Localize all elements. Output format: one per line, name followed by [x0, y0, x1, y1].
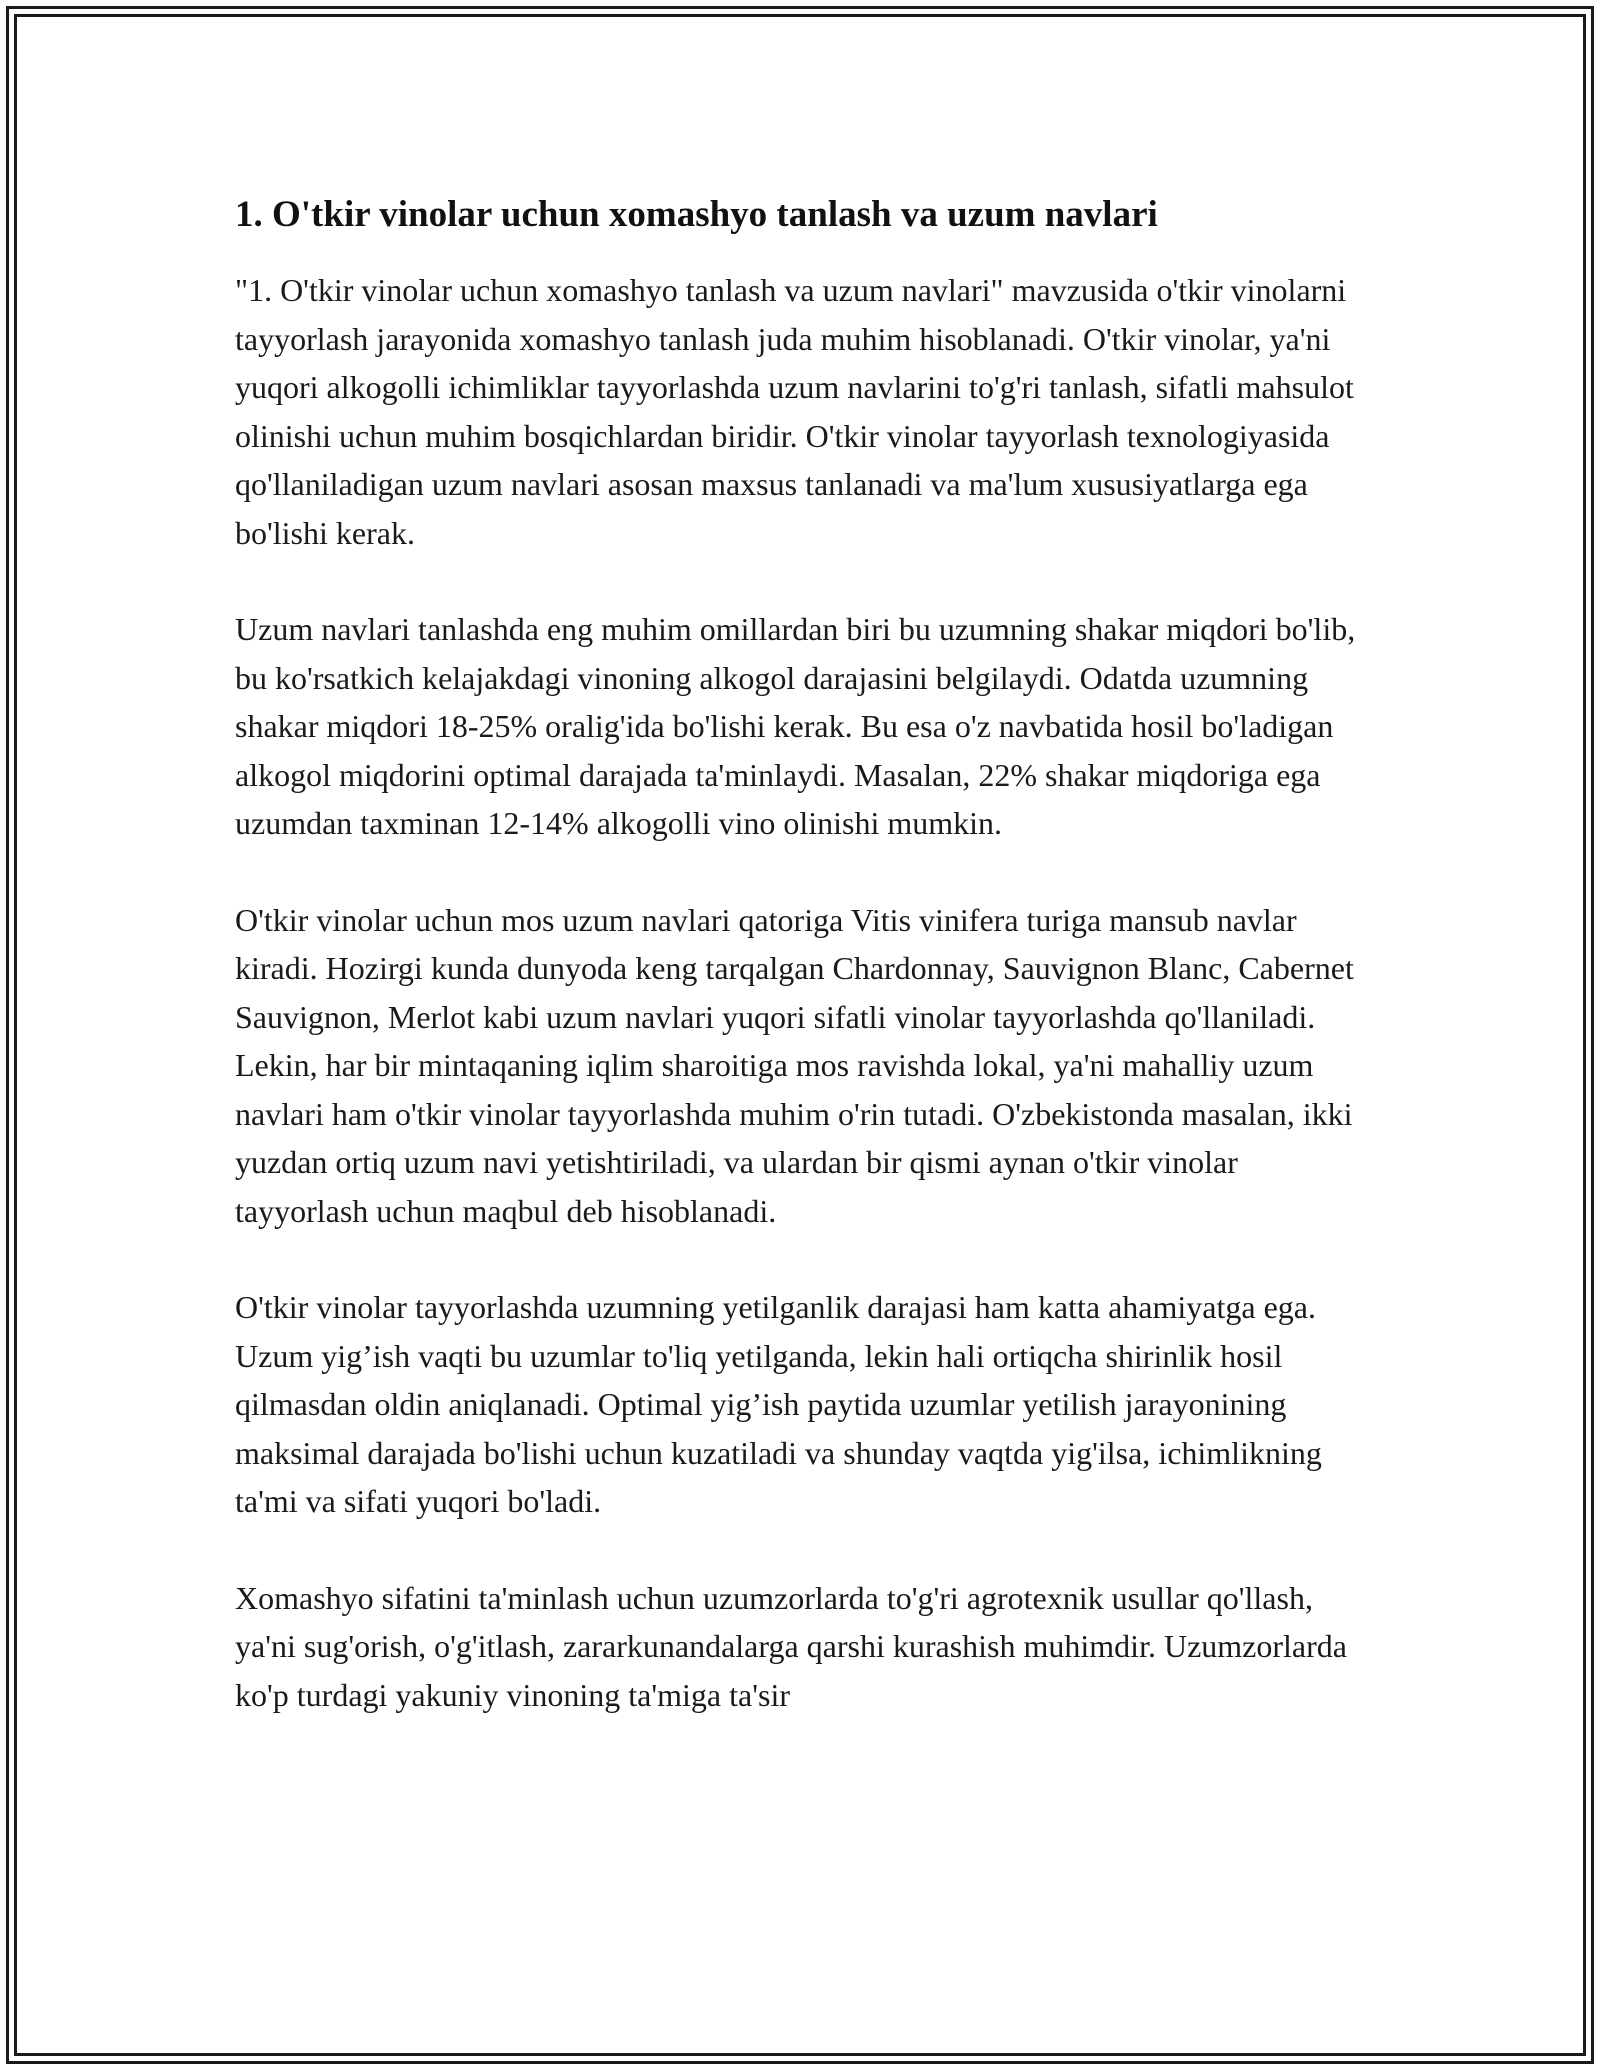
paragraph-1: "1. O'tkir vinolar uchun xomashyo tanlash va uzum navlari" mavzusida o'tkir vinolarni tayyorlash jarayonida xomashyo tanlash juda muhim hisoblanadi. O'tkir vinolar, ya'ni yuqori alkogolli ichimliklar tayyorlashda uzum navlarini to'g'ri tanlash, sifatli mahsulot olinishi uchun muhim bosqichlardan biridir. O'tkir vinolar tayyorlash texnologiyasida qo'llaniladigan uzum navlari asosan maxsus tanlanadi va ma'lum xususiyatlarga ega bo'lishi kerak. [235, 272, 1354, 551]
section-heading: 1. O'tkir vinolar uchun xomashyo tanlash va uzum navlari [235, 194, 1158, 235]
paragraph-5: Xomashyo sifatini ta'minlash uchun uzumzorlarda to'g'ri agrotexnik usullar qo'llash, ya'ni sug'orish, o'g'itlash, zararkunandalarga qarshi kurashish muhimdir. Uzumzorlarda ko'p turdagi yakuniy vinoning ta'miga ta'sir [235, 1579, 1347, 1713]
paragraph-4: O'tkir vinolar tayyorlashda uzumning yetilganlik darajasi ham katta ahamiyatga ega. Uzum yig’ish vaqti bu uzumlar to'liq yetilganda, lekin hali ortiqcha shirinlik hosil qilmasdan oldin aniqlanadi. Optimal yig’ish paytida uzumlar yetilish jarayonining maksimal darajada bo'lishi uchun kuzatiladi va shunday vaqtda yig'ilsa, ichimlikning ta'mi va sifati yuqori bo'ladi. [235, 1289, 1322, 1519]
body-text [235, 266, 1375, 1719]
paragraph-3: O'tkir vinolar uchun mos uzum navlari qatoriga Vitis vinifera turiga mansub navlar kiradi. Hozirgi kunda dunyoda keng tarqalgan Chardonnay, Sauvignon Blanc, Cabernet Sauvignon, Merlot kabi uzum navlari yuqori sifatli vinolar tayyorlashda qo'llaniladi. Lekin, har bir mintaqaning iqlim sharoitiga mos ravishda lokal, ya'ni mahalliy uzum navlari ham o'tkir vinolar tayyorlashda muhim o'rin tutadi. O'zbekistonda masalan, ikki yuzdan ortiq uzum navi yetishtiriladi, va ulardan bir qismi aynan o'tkir vinolar tayyorlash uchun maqbul deb hisoblanadi. [235, 901, 1354, 1229]
paragraph-2: Uzum navlari tanlashda eng muhim omillardan biri bu uzumning shakar miqdori bo'lib, bu ko'rsatkich kelajakdagi vinoning alkogol darajasini belgilaydi. Odatda uzumning shakar miqdori 18-25% oralig'ida bo'lishi kerak. Bu esa o'z navbatida hosil bo'ladigan alkogol miqdorini optimal darajada ta'minlaydi. Masalan, 22% shakar miqdoriga ega uzumdan taxminan 12-14% alkogolli vino olinishi mumkin. [235, 611, 1356, 841]
document-body [235, 188, 1375, 1767]
